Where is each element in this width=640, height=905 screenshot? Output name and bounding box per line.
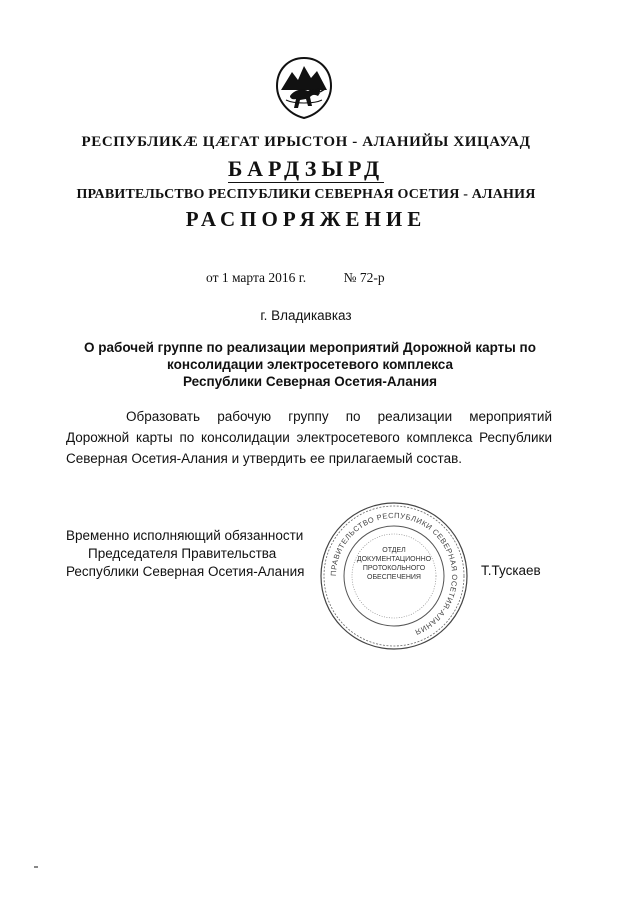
coat-of-arms-icon	[274, 56, 334, 120]
subject-line-3: Республики Северная Осетия-Алания	[182, 374, 438, 389]
signatory-line-3: Республики Северная Осетия-Алания	[66, 564, 305, 579]
scan-mark	[34, 866, 38, 868]
seal-ring-text: ПРАВИТЕЛЬСТВО РЕСПУБЛИКИ СЕВЕРНАЯ ОСЕТИЯ-АЛАНИЯ	[328, 510, 460, 637]
signatory-line-1: Временно исполняющий обязанности	[66, 528, 304, 543]
subject-line-1: О рабочей группе по реализации мероприятий Дорожной карты по	[84, 340, 536, 355]
signatory-line-2: Председателя Правительства	[88, 546, 277, 561]
seal-center-text	[354, 546, 434, 582]
document-date: от 1 марта 2016 г.	[206, 270, 307, 285]
city-line: г. Владикавказ	[260, 308, 352, 323]
signatory-title	[66, 527, 316, 581]
official-seal-icon	[318, 500, 470, 652]
subject-line-2: консолидации электросетевого комплекса	[167, 357, 453, 372]
document-number: № 72-р	[343, 270, 385, 285]
date-number-line	[206, 270, 385, 286]
seal-line-1: ОТДЕЛ	[382, 547, 406, 554]
seal-line-2: ДОКУМЕНТАЦИОННО	[356, 556, 432, 563]
seal-line-3: ПРОТОКОЛЬНОГО	[362, 565, 426, 572]
document-type-title: РАСПОРЯЖЕНИЕ	[185, 207, 427, 231]
signer-name: Т.Тускаев	[481, 563, 541, 578]
government-name: ПРАВИТЕЛЬСТВО РЕСПУБЛИКИ СЕВЕРНАЯ ОСЕТИЯ - АЛАНИЯ	[76, 187, 536, 202]
seal-line-4: ОБЕСПЕЧЕНИЯ	[367, 574, 421, 581]
ossetian-doc-title-text: БАРДЗЫРД	[227, 156, 385, 181]
body-paragraph: Образовать рабочую группу по реализации мероприятий Дорожной карты по консолидации электросетевого комплекса Республики Северная Осетия-Алания и утвердить ее прилагаемый состав.	[66, 409, 552, 466]
ossetian-doc-title	[0, 156, 612, 182]
document-subject	[70, 339, 550, 390]
ossetian-header-line: РЕСПУБЛИКӔ ЦӔГАТ ИРЫСТОН - АЛАНИЙЫ ХИЦАУАД	[81, 134, 531, 150]
